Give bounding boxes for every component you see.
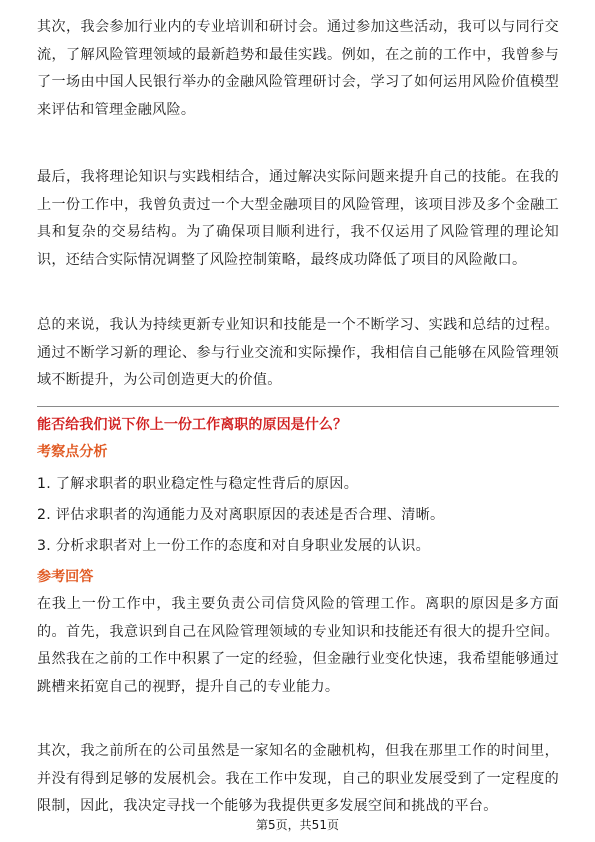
analysis-list: [37, 469, 444, 562]
answer-paragraph: 在我上一份工作中，我主要负责公司信贷风险的管理工作。离职的原因是多方面的。首先，我意识到自己在风险管理领域的专业知识和技能还有很大的提升空间。虽然我在之前的工作中积累了一定的经验，但金融行业变化快速，我希望能够通过跳槽来拓宽自己的视野，提升自己的专业能力。: [37, 596, 559, 695]
list-item: 1. 了解求职者的职业稳定性与稳定性背后的原因。: [37, 476, 359, 492]
list-item: 3. 分析求职者对上一份工作的态度和对自身职业发展的认识。: [37, 538, 431, 554]
answer-paragraph: 其次，我之前所在的公司虽然是一家知名的金融机构，但我在那里工作的时间里，并没有得到足够的发展机会。我在工作中发现，自己的职业发展受到了一定程度的限制，因此，我决定寻找一个能够为我提供更多发展空间和挑战的平台。: [37, 743, 559, 814]
paragraph-training: 其次，我会参加行业内的专业培训和研讨会。通过参加这些活动，我可以与同行交流，了解风险管理领域的最新趋势和最佳实践。例如，在之前的工作中，我曾参与了一场由中国人民银行举办的金融风险管理研讨会，学习了如何运用风险价值模型来评估和管理金融风险。: [37, 19, 559, 118]
question-heading: 能否给我们说下你上一份工作离职的原因是什么？: [37, 417, 348, 433]
list-item: 2. 评估求职者的沟通能力及对离职原因的表述是否合理、清晰。: [37, 507, 445, 523]
answer-heading: 参考回答: [37, 569, 94, 585]
paragraph-summary: 总的来说，我认为持续更新专业知识和技能是一个不断学习、实践和总结的过程。通过不断学习新的理论、参与行业交流和实际操作，我相信自己能够在风险管理领域不断提升，为公司创造更大的价值。: [37, 317, 559, 388]
section-divider: [37, 406, 559, 407]
page-number: 第5页，共51页: [256, 818, 339, 832]
paragraph-practice: 最后，我将理论知识与实践相结合，通过解决实际问题来提升自己的技能。在我的上一份工作中，我曾负责过一个大型金融项目的风险管理，该项目涉及多个金融工具和复杂的交易结构。为了确保项目顺利进行，我不仅运用了风险管理的理论知识，还结合实际情况调整了风险控制策略，最终成功降低了项目的风险敞口。: [37, 169, 559, 268]
analysis-heading: 考察点分析: [37, 444, 108, 460]
